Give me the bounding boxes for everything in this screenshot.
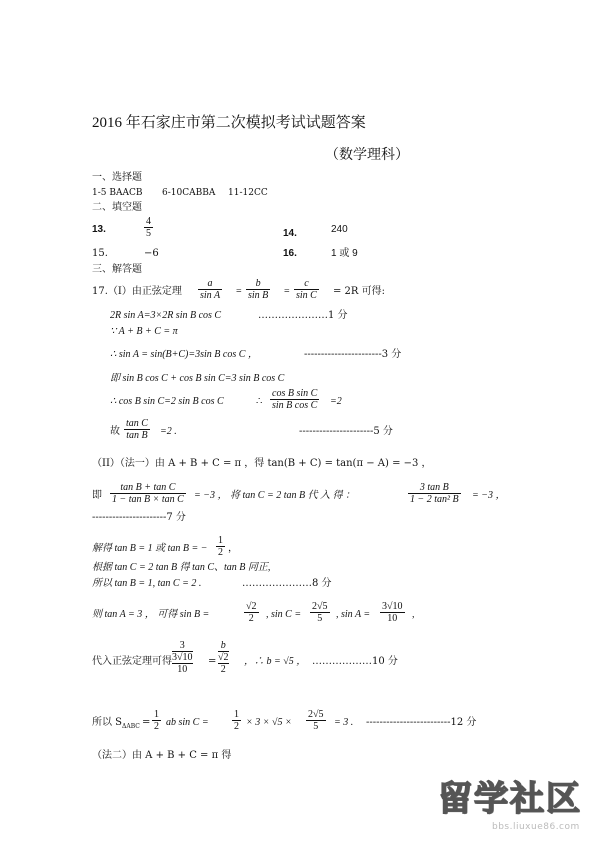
frac-den: 5: [313, 721, 319, 732]
q15-answer: −6: [144, 248, 159, 259]
answer-1-5: 1-5 BAACB: [92, 188, 143, 198]
frac-num: 1: [154, 709, 159, 720]
p17-eqtail: = 2R 可得:: [333, 286, 385, 297]
section-heading-choice: 一、选择题: [92, 172, 142, 183]
sinC-fraction: [310, 601, 330, 624]
part2-fraction-2: [408, 482, 461, 505]
q14-label: 14.: [283, 228, 297, 239]
sinB-fraction: [244, 601, 259, 624]
eq-line-3-score: -----------------------3 分: [304, 349, 402, 360]
sub-right-fraction: [218, 640, 229, 675]
frac-den: sin B: [248, 290, 269, 301]
nested-num: 3√10: [172, 652, 193, 663]
q13-denominator: 5: [146, 228, 151, 239]
frac-den: 2: [218, 547, 223, 558]
sub-tail: ，∴ b = √5 ，: [244, 656, 307, 667]
so-tan-score: …………………8 分: [242, 578, 332, 589]
frac-num: b: [246, 278, 270, 290]
frac-num: 3√10: [382, 601, 403, 612]
area-eq: =: [142, 717, 151, 728]
frac-num: 1: [234, 709, 239, 720]
nested-den: 2: [220, 664, 226, 675]
part2-tail: = −3 ，: [472, 490, 506, 501]
frac-den: 1 − 2 tan² B: [410, 494, 459, 505]
eq-sign: =: [284, 286, 290, 297]
frac-den: [172, 652, 193, 675]
frac-num: 2√5: [308, 709, 324, 720]
watermark-logo: [432, 780, 592, 840]
frac-den: 5: [317, 613, 323, 624]
nested-num: √2: [218, 652, 229, 663]
eq-line-3: ∴ sin A = sin(B+C)=3sin B cos C ，: [110, 349, 258, 360]
solve-fraction: [216, 535, 225, 558]
q13-fraction: [144, 216, 153, 239]
method2-line: （法二）由 A + B + C = π 得: [92, 750, 232, 761]
area-mid: ab sin C =: [166, 717, 209, 728]
area-score: -------------------------12 分: [366, 717, 477, 728]
area-s: 所以 S: [92, 717, 123, 728]
same-sign-line: 根据 tan C = 2 tan B 得 tan C、tan B 同正,: [92, 562, 271, 573]
watermark-url: bbs.liuxue86.com: [492, 822, 580, 832]
solve-tail: ，: [228, 543, 238, 554]
eq6-score: ----------------------5 分: [299, 426, 393, 437]
eq-line-5: ∴ cos B sin C=2 sin B cos C: [110, 396, 224, 407]
frac-num: √2: [246, 601, 257, 612]
eq6-prefix: 故: [110, 426, 120, 437]
sub-prefix: 代入正弦定理可得: [92, 656, 172, 667]
part2-ji: 即: [92, 490, 102, 501]
p17-frac-c: [294, 278, 319, 301]
frac-num: tan C: [126, 418, 148, 429]
sinA-label: , sin A =: [336, 609, 371, 620]
area-tail: = 3 .: [334, 717, 354, 728]
eq-line-4: 即 sin B cos C + cos B sin C=3 sin B cos C: [110, 373, 285, 384]
frac-num: 3 tan B: [408, 482, 461, 494]
eq-line-1: 2R sin A=3×2R sin B cos C: [110, 310, 222, 321]
eq-line-2: ∵ A + B + C = π: [110, 326, 178, 337]
nested-den: 10: [177, 664, 188, 675]
watermark-main-text: 留学社区: [438, 779, 582, 819]
frac-den: sin C: [296, 290, 317, 301]
eq5-tail: =2: [330, 396, 342, 407]
area-prefix: [92, 717, 140, 733]
frac-num: c: [294, 278, 319, 290]
area-mid2: × 3 × √5 ×: [246, 717, 292, 728]
sub-left-fraction: [172, 640, 193, 675]
sinC-label: , sin C =: [266, 609, 302, 620]
p17-frac-a: [198, 278, 222, 301]
p17-frac-b: [246, 278, 270, 301]
sub-score: ………………10 分: [312, 656, 398, 667]
solve-line: 解得 tan B = 1 或 tan B = −: [92, 543, 208, 554]
eq6-tail: =2 .: [160, 426, 177, 437]
part2-fraction-1: [110, 482, 186, 505]
q16-label: 16.: [283, 248, 297, 259]
frac-den: 2: [234, 721, 239, 732]
frac-den: 10: [387, 613, 398, 624]
frac-num: a: [198, 278, 222, 290]
sinA-fraction: [380, 601, 405, 624]
part2-mid: = −3 ， 将 tan C = 2 tan B 代 入 得 ：: [194, 490, 356, 501]
q13-numerator: 4: [146, 216, 151, 227]
page-title: 2016 年石家庄市第二次模拟考试试题答案: [92, 115, 366, 131]
answer-6-10: 6-10CABBA: [162, 188, 216, 198]
frac-den: 1 − tan B × tan C: [112, 494, 184, 505]
q16-answer: 1 或 9: [331, 248, 358, 259]
page-subtitle: （数学理科）: [325, 147, 409, 163]
frac-num: tan B + tan C: [110, 482, 186, 494]
q13-label: 13.: [92, 224, 106, 235]
frac-den: sin A: [200, 290, 221, 301]
part2-score: ----------------------7 分: [92, 512, 186, 523]
part2-line: （II）（法一）由 A + B + C = π ，得 tan(B + C) = tan(π − A) = −3 ，: [92, 458, 432, 469]
p17-prefix: 17.（I）由正弦定理: [92, 286, 182, 297]
section-heading-fill: 二、填空题: [92, 202, 142, 213]
frac-den: 2: [248, 613, 254, 624]
area-half-1: [152, 709, 161, 732]
answer-11-12: 11-12CC: [228, 188, 268, 198]
area-subscript: ΔABC: [122, 723, 140, 730]
frac-num: cos B sin C: [272, 388, 318, 399]
eq5-fraction: [270, 388, 319, 411]
eq6-fraction: [124, 418, 150, 441]
area-half-2: [232, 709, 241, 732]
frac-den: 2: [154, 721, 159, 732]
sub-eq: =: [208, 656, 217, 667]
area-fraction: [306, 709, 326, 732]
frac-num: b: [218, 640, 229, 652]
then-line: 则 tan A = 3 ， 可得 sin B =: [92, 609, 210, 620]
frac-num: 2√5: [312, 601, 328, 612]
section-heading-solve: 三、解答题: [92, 264, 142, 275]
therefore-symbol: ∴: [256, 396, 263, 407]
frac-den: sin B cos C: [272, 400, 318, 411]
eq-sign: =: [236, 286, 242, 297]
so-tan-line: 所以 tan B = 1, tan C = 2 .: [92, 578, 202, 589]
frac-den: [218, 652, 229, 675]
q15-label: 15.: [92, 248, 108, 259]
then-tail: ,: [412, 609, 415, 620]
eq-line-1-score: …………………1 分: [258, 310, 348, 321]
q14-answer: 240: [331, 224, 348, 235]
frac-num: 3: [172, 640, 193, 652]
frac-den: tan B: [126, 430, 148, 441]
frac-num: 1: [218, 535, 223, 546]
